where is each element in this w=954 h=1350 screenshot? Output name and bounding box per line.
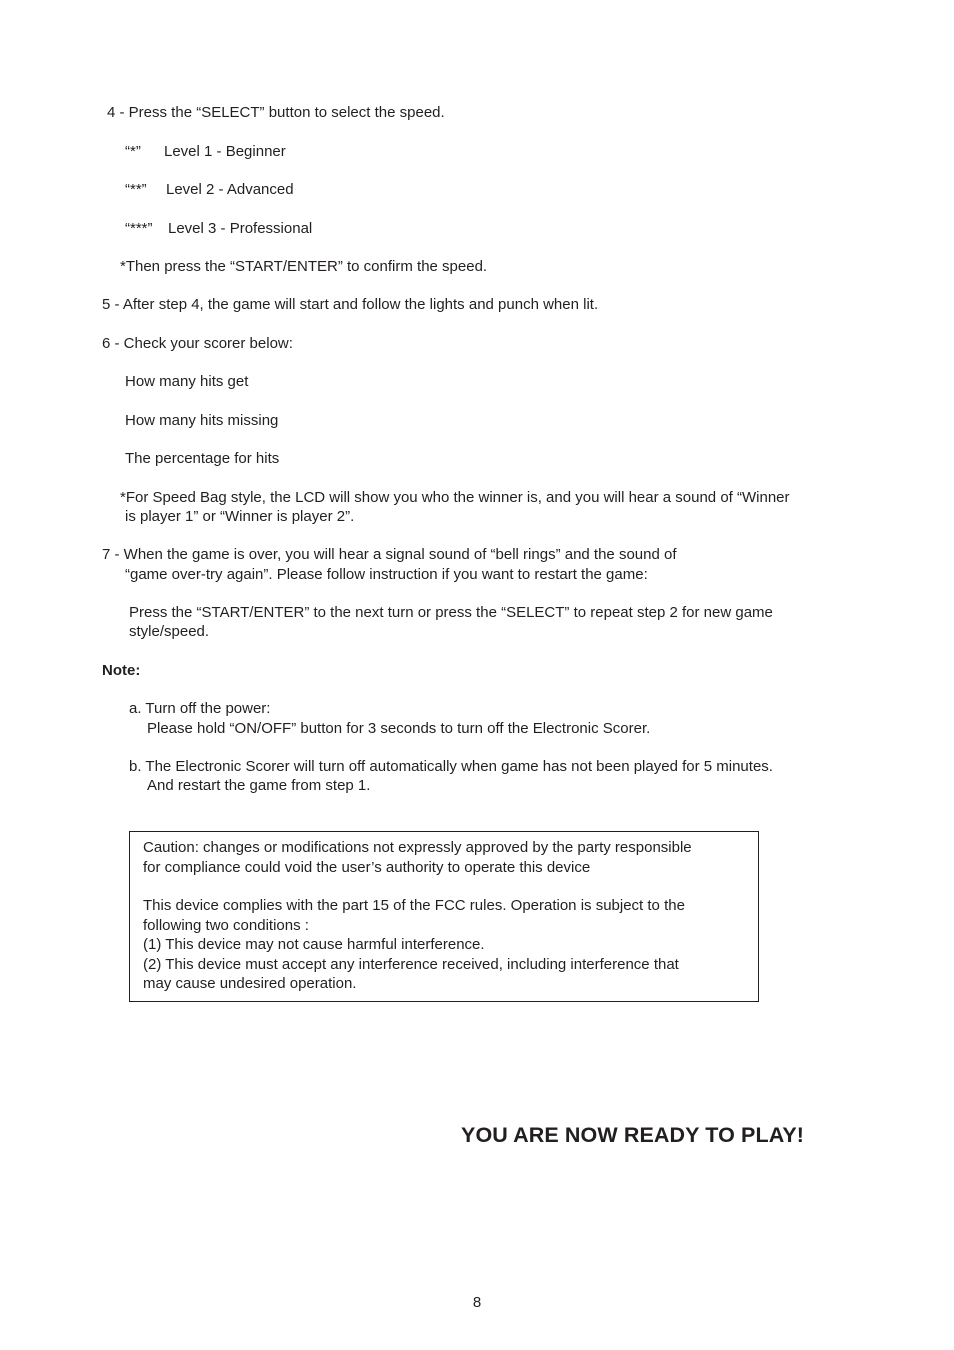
caution-gap (143, 877, 745, 896)
step6-text: 6 - Check your scorer below: (102, 335, 293, 352)
step7-line-1: 7 - When the game is over, you will hear a signal sound of “bell rings” and the sound of (102, 546, 677, 563)
ready-heading: YOU ARE NOW READY TO PLAY! (461, 1122, 805, 1147)
step7-line-2: “game over-try again”. Please follow instruction if you want to restart the game: (125, 566, 648, 583)
note-b-line-2: And restart the game from step 1. (147, 777, 371, 794)
level-2-stars: “**” (125, 181, 147, 198)
level-1-stars: “*” (125, 143, 141, 160)
fcc-condition-1: (1) This device may not cause harmful interference. (143, 936, 485, 953)
level-3-stars: “***” (125, 220, 153, 237)
caution-box (129, 831, 759, 1002)
note-a-line-2: Please hold “ON/OFF” button for 3 seconds to turn off the Electronic Scorer. (147, 720, 651, 737)
restart-line-2: style/speed. (129, 623, 210, 640)
speed-bag-line-2: is player 1” or “Winner is player 2”. (125, 508, 355, 525)
level-1-label: Level 1 - Beginner (164, 143, 286, 160)
fcc-condition-2-line-2: may cause undesired operation. (143, 975, 357, 992)
scorer-item-missing: How many hits missing (125, 412, 279, 429)
level-3-label: Level 3 - Professional (168, 220, 313, 237)
page-number: 8 (472, 1294, 482, 1311)
level-3-row (125, 219, 312, 239)
step4-text: 4 - Press the “SELECT” button to select the speed. (107, 104, 445, 121)
level-2-label: Level 2 - Advanced (166, 181, 294, 198)
caution-line-1: Caution: changes or modifications not expressly approved by the party responsible (143, 839, 692, 856)
fcc-line-1: This device complies with the part 15 of the FCC rules. Operation is subject to the (143, 897, 685, 914)
level-2-row (125, 180, 294, 200)
speed-bag-line-1: *For Speed Bag style, the LCD will show you who the winner is, and you will hear a sound of “Winner (120, 489, 790, 506)
fcc-condition-2-line-1: (2) This device must accept any interference received, including interference that (143, 955, 679, 973)
step5-text: 5 - After step 4, the game will start and follow the lights and punch when lit. (102, 296, 599, 313)
step4-confirm: *Then press the “START/ENTER” to confirm the speed. (120, 258, 488, 275)
fcc-line-2: following two conditions : (143, 916, 309, 934)
note-heading: Note: (102, 662, 141, 679)
restart-line-1: Press the “START/ENTER” to the next turn or press the “SELECT” to repeat step 2 for new game (129, 604, 773, 621)
note-a-line-1: a. Turn off the power: (129, 700, 271, 717)
scorer-item-hits: How many hits get (125, 373, 249, 390)
scorer-item-percentage: The percentage for hits (125, 450, 280, 467)
caution-line-2: for compliance could void the user’s authority to operate this device (143, 858, 591, 876)
note-b-line-1: b. The Electronic Scorer will turn off automatically when game has not been played for 5 minutes. (129, 758, 773, 775)
level-1-row (125, 142, 286, 162)
